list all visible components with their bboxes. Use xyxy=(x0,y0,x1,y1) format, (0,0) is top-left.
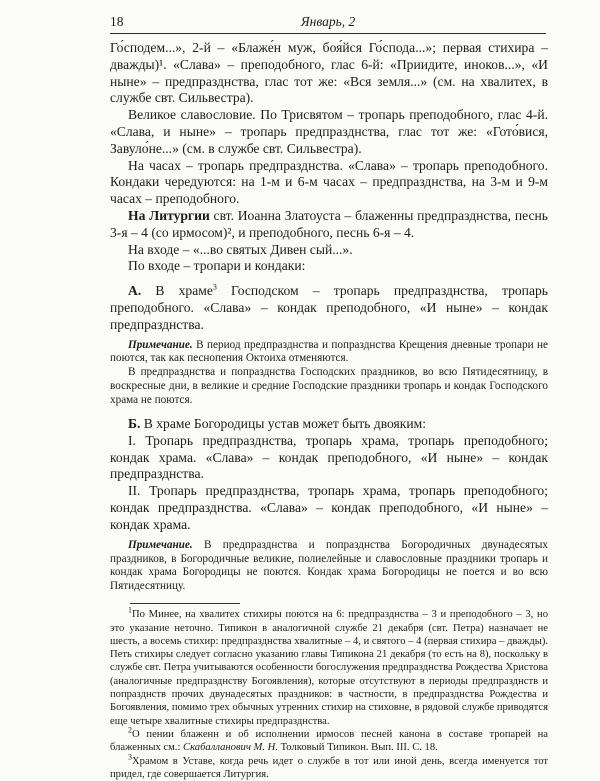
footnote-2 xyxy=(110,725,548,755)
note-1-label: Примечание. xyxy=(128,338,193,351)
footnote-2-text-cont: Толковый Типикон. Вып. III. С. 18. xyxy=(277,742,438,754)
note-3-label: Примечание. xyxy=(128,538,193,551)
spacer xyxy=(110,275,548,283)
section-a xyxy=(110,283,548,333)
section-a-text-cont: Господском – тропарь предпразднства, тропарь преподобного. «Слава» – кондак преподобного, «И ныне» – кондак предпразднства. xyxy=(110,283,548,332)
footnote-3-text: Храмом в Уставе, когда речь идет о службе в тот или иной день, всегда именуется тот придел, где совершается Литургия. xyxy=(110,755,548,780)
note-2: В предпразднства и попразднства Господских праздников, во всю Пятидесятницу, в воскресные дни, в великие и средние Господские праздники тропарь и кондак Господского храма не поются. xyxy=(110,366,548,407)
section-b xyxy=(110,416,548,433)
paragraph-entrance: На входе – «...во святых Дивен сый...». xyxy=(128,241,353,257)
footnote-3-number: 3 xyxy=(128,752,132,762)
section-b-text: В храме Богородицы устав может быть двояким: xyxy=(140,416,427,432)
footnote-2-number: 2 xyxy=(128,725,132,735)
paragraph-hours: На часах – тропарь предпразднства. «Слава» – тропарь преподобного. Кондаки чередуются: на 1-м и 6-м часах – предпразднства, на 3-м и 9-м часах – преподобного. xyxy=(110,157,548,207)
page-header xyxy=(110,14,546,36)
footnote-2-author: Скабалланович М. Н. xyxy=(183,742,278,754)
paragraph-after-entrance: По входе – тропари и кондаки: xyxy=(128,258,306,274)
header-rule xyxy=(110,33,546,34)
page-number: 18 xyxy=(110,14,124,29)
footnote-separator xyxy=(130,603,240,604)
section-b-label: Б. xyxy=(128,416,141,432)
footnote-3 xyxy=(110,752,548,781)
paragraph-great-doxology: Великое славословие. По Трисвятом – тропарь преподобного, глас 4-й. «Слава, и ныне» – тропарь предпразднства, глас тот же: «Гото́вися, Завуло́не...» (см. в службе свт. Сильвестра). xyxy=(110,107,548,156)
spacer xyxy=(110,408,548,416)
page-content xyxy=(110,40,548,781)
paragraph-liturgy xyxy=(110,208,548,242)
note-3 xyxy=(110,539,548,595)
footnote-1-text: По Минее, на хвалитех стихиры поются на 6: предпразднства – 3 и преподобного – 3, но это указание неточно. Типикон в аналогичной службе 21 декабря (свт. Петра) назначает не шесть, а восемь стихир: предпразднства хвалитные – 4, и святого – 4 (первая стихира – дважды). Петь стихиры следует согласно указанию главы Типикона 21 декабря (то есть на 8), поскольку в службе свт. Петра учитываются особенности богослужения предпразднства Рождества Христова (аналогичные предпразднству Богоявления), которые отсутствуют в периоды предпразднств и попразднств прочих двунадесятых праздников: в частности, в предпразднства Рождества и Богоявления, помимо трех обычных утренних стихир на стиховне, в рядовой службе приводятся еще четыре хвалитные стихиры предпразднства. xyxy=(110,609,548,727)
footnote-ref-3: 3 xyxy=(212,282,217,292)
note-3-text: В предпразднства и попразднства Богородичных двунадесятых праздников, в Богородичные великие, полиелейные и славословные праздники тропарь и кондак храма Богородицы не поются. Кондак храма Богородицы не поется и во всю Пятидесятницу. xyxy=(110,538,548,593)
note-1-text: В период предпразднства и попразднства Крещения дневные тропари не поются, так как песнопения Октоиха отменяются. xyxy=(110,338,548,365)
liturgy-text: свт. Иоанна Златоуста – блаженны предпразднства, песнь 3-я – 4 (со ирмосом)², и преподобного, песнь 6-я – 4. xyxy=(110,207,548,240)
section-b-variant-1: I. Тропарь предпразднства, тропарь храма, тропарь преподобного; кондак храма. «Слава» – кондак преподобного, «И ныне» – кондак предпразднства. xyxy=(110,432,548,482)
running-title: Январь, 2 xyxy=(300,14,356,29)
section-a-label: А. xyxy=(128,283,142,299)
section-a-text: В храме xyxy=(141,283,213,299)
note-1 xyxy=(110,339,548,367)
liturgy-heading: На Литургии xyxy=(128,207,210,223)
footnote-1-number: 1 xyxy=(128,605,132,615)
footnote-1 xyxy=(110,605,548,728)
footnote-2-text: О пении блаженн и об исполнении ирмосов песней канона в составе тропарей на блаженных см.: xyxy=(110,728,548,754)
paragraph-matins-praises: Го́сподем...», 2-й – «Блаже́н муж, боя́йся Го́спода...»; первая стихира – дважды)¹. «Слава» – преподобного, глас 6-й: «Приидите, иноков...», «И ныне» – предпразднства, глас тот же: «Вся земля...» (см. на хвалитех, в службе свт. Сильвестра). xyxy=(110,40,548,106)
section-b-variant-2: II. Тропарь предпразднства, тропарь храма, тропарь преподобного; кондак предпразднства. «Слава» – кондак преподобного, «И ныне» – кондак храма. xyxy=(110,483,548,532)
